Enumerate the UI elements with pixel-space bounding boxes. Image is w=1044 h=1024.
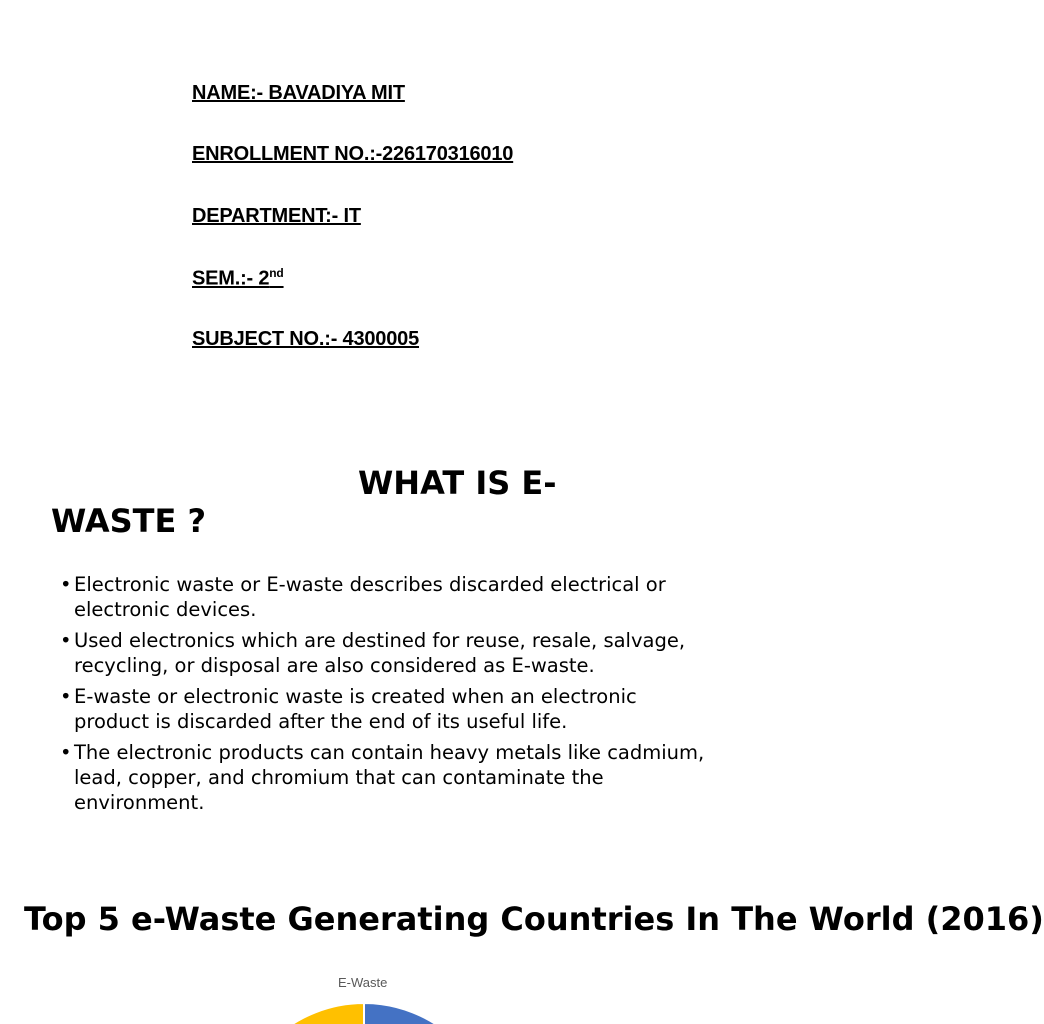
pie-slice-1 bbox=[364, 1003, 496, 1024]
list-item: • The electronic products can contain heavy metals like cadmium, lead, copper, and chromium that can contaminate the environment. bbox=[60, 740, 710, 815]
list-item: • Electronic waste or E-waste describes discarded electrical or electronic devices. bbox=[60, 572, 710, 622]
semester-suffix: nd bbox=[269, 266, 284, 280]
section-title-part2: WASTE ? bbox=[51, 502, 207, 540]
section-title-part1: WHAT IS E- bbox=[358, 464, 557, 502]
chart-heading: Top 5 e-Waste Generating Countries In The World (2016) bbox=[24, 900, 1044, 938]
student-name: NAME:- BAVADIYA MIT bbox=[192, 82, 405, 104]
enrollment-number: ENROLLMENT NO.:-226170316010 bbox=[192, 143, 514, 165]
chart-title: E-Waste bbox=[338, 975, 388, 990]
list-item: • Used electronics which are destined for reuse, resale, salvage, recycling, or disposal are also considered as E-waste. bbox=[60, 628, 710, 678]
semester-value: SEM.:- 2 bbox=[192, 267, 270, 290]
pie-slice-2 bbox=[232, 1003, 364, 1024]
subject-number: SUBJECT NO.:- 4300005 bbox=[192, 328, 420, 350]
list-item: • E-waste or electronic waste is created when an electronic product is discarded after the end of its useful life. bbox=[60, 684, 710, 734]
department: DEPARTMENT:- IT bbox=[192, 205, 361, 227]
